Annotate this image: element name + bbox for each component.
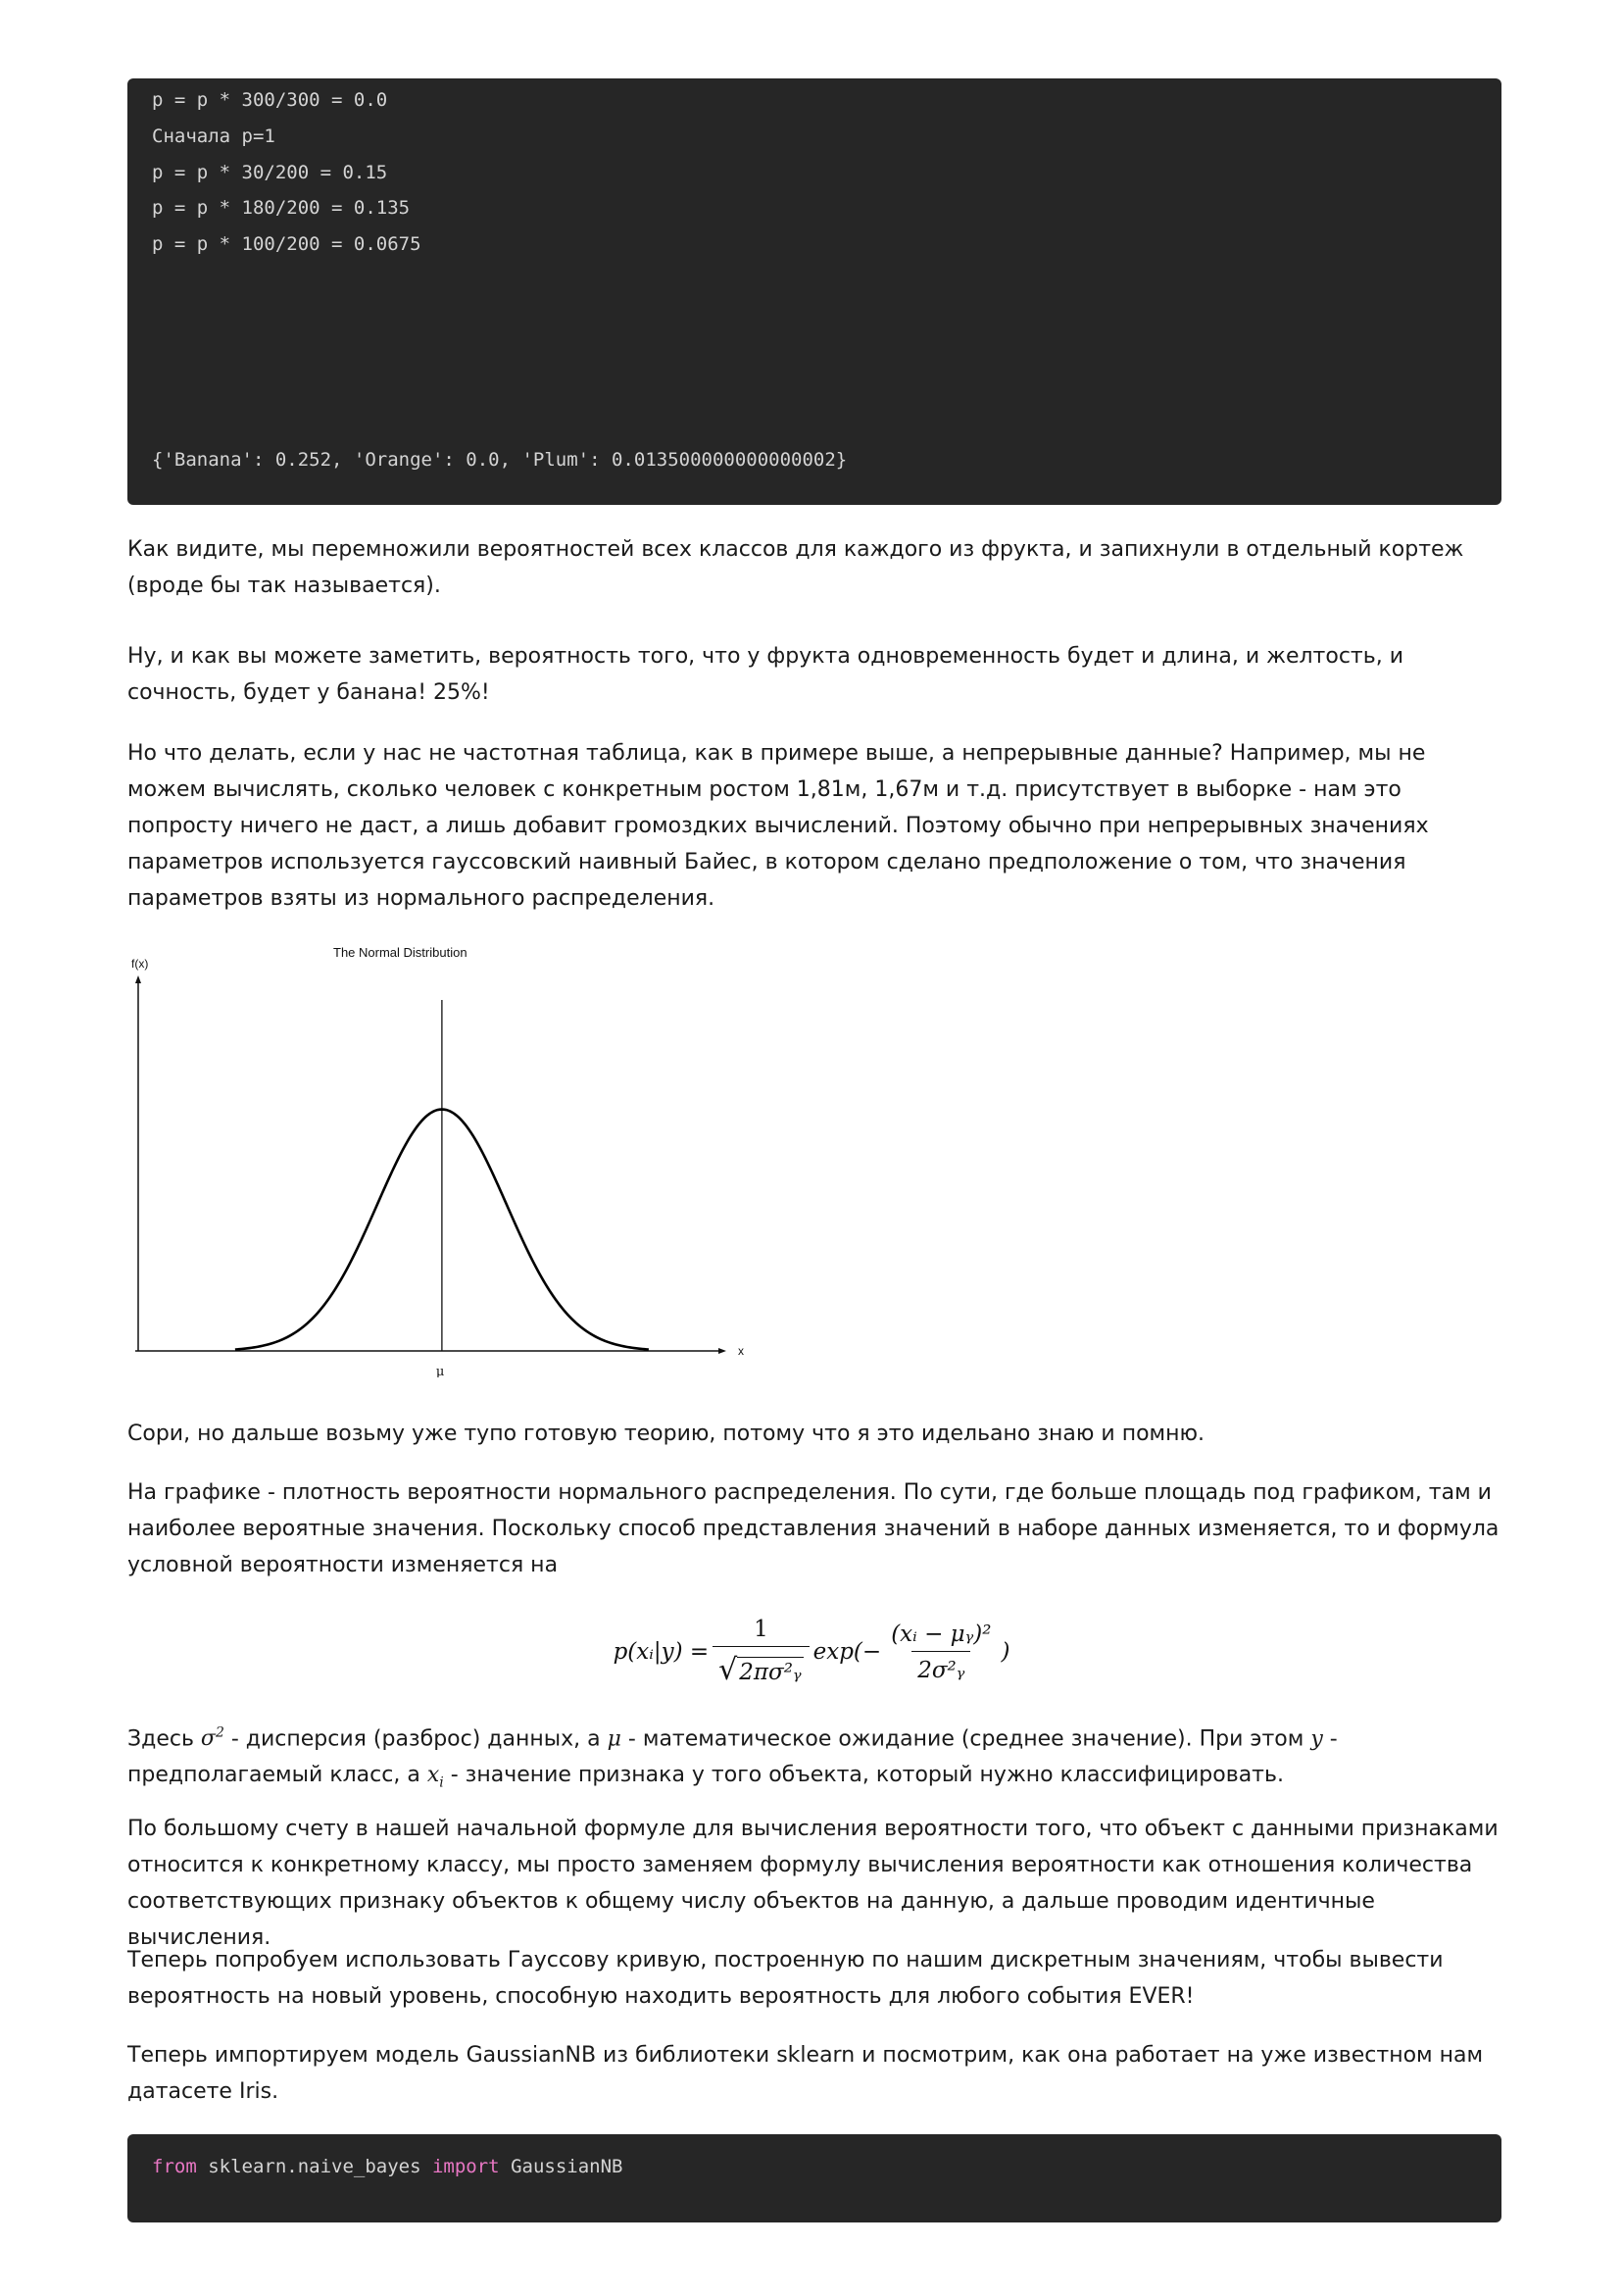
math-x-symbol: x (426, 1763, 440, 1788)
code-line-import (152, 2155, 622, 2178)
text-segment: - дисперсия (разброс) данных, а (223, 1726, 608, 1752)
formula-exponent-denominator: 2σ²ᵧ (911, 1651, 970, 1683)
code-module-name: sklearn.naive_bayes (196, 2156, 432, 2177)
math-sigma (201, 1726, 224, 1751)
paragraph-gaussian-curve: Теперь попробуем использовать Гауссову кривую, построенную по нашим дискретным значениям, чтобы вывести вероятность на новый уровень, способную находить вероятность для любого события EVER! (127, 1948, 1444, 2009)
formula-sqrt-sign: √ (718, 1653, 738, 1687)
code-class-name: GaussianNB (499, 2156, 623, 2177)
text-segment: - математическое ожидание (среднее значение). При этом (620, 1726, 1311, 1752)
paragraph-product-explanation: Как видите, мы перемножили вероятностей всех классов для каждого из фрукта, и запихнули в отдельный кортеж (вроде бы так называется). (127, 537, 1464, 598)
chart-x-label: x (738, 1344, 744, 1358)
code-result-line: {'Banana': 0.252, 'Orange': 0.0, 'Plum': 0.013500000000000002} (152, 449, 848, 471)
paragraph-import-model: Теперь импортируем модель GaussianNB из библиотеки sklearn и посмотрим, как она работает на уже известном нам датасете Iris. (127, 2043, 1484, 2104)
code-line: p = p * 300/300 = 0.0 (152, 89, 388, 111)
math-x-i (426, 1763, 444, 1791)
code-block-output (127, 78, 1501, 505)
formula-exponent-fraction (885, 1622, 997, 1683)
code-keyword-from: from (152, 2156, 197, 2177)
formula-denominator (713, 1646, 809, 1687)
math-mu: μ (607, 1726, 621, 1752)
formula-exponent-numerator: (xᵢ − μᵧ)² (891, 1621, 992, 1647)
paragraph-banana-result: Ну, и как вы можете заметить, вероятность того, что у фрукта одновременность будет и длина, и желтость, и сочность, будет у банана! 25%! (127, 644, 1403, 705)
paragraph-density-description: На графике - плотность вероятности нормального распределения. По сути, где больше площадь под графиком, там и наиболее вероятные значения. Поскольку способ представления значений в наборе данных изменяется, то и формула условной вероятности изменяется на (127, 1480, 1500, 1577)
paragraph-formula-replacement: По большому счету в нашей начальной формуле для вычисления вероятности того, что объект с данными признаками относится к конкретному классу, мы просто заменяем формулу вычисления вероятности как отношения количества соответствующих признаку объектов к общему числу объектов на данную, а дальше проводим идентичные вычисления. (127, 1817, 1499, 1950)
code-line: p = p * 30/200 = 0.15 (152, 162, 388, 183)
formula-lhs: p(xᵢ|y) = (613, 1639, 710, 1665)
text-segment: - значение признака у того объекта, который нужно классифицировать. (443, 1763, 1284, 1788)
code-block-import (127, 2134, 1501, 2222)
chart-x-axis-arrow (718, 1348, 726, 1354)
math-y: y (1310, 1726, 1323, 1752)
math-x-subscript: i (439, 1774, 444, 1791)
formula-one: 1 (754, 1617, 768, 1642)
chart-y-label: f(x) (131, 957, 149, 971)
formula-normalizer-fraction (713, 1617, 809, 1687)
formula-exp: exp(− (812, 1639, 882, 1665)
normal-distribution-chart (127, 936, 764, 1377)
formula-close: ) (1001, 1639, 1010, 1665)
text-segment: - предполагаемый класс, а (127, 1726, 1338, 1788)
code-line: p = p * 100/200 = 0.0675 (152, 233, 421, 255)
math-sigma-symbol: σ (200, 1726, 216, 1752)
formula-sqrt-body: 2πσ²ᵧ (737, 1657, 803, 1685)
chart-mean-label: μ (435, 1365, 445, 1377)
chart-y-axis-arrow (135, 975, 141, 983)
paragraph-continuous-data: Но что делать, если у нас не частотная таблица, как в примере выше, а непрерывные данные? Например, мы не можем вычислять, сколько человек с конкретным ростом 1,81м, 1,67м и т.д. присутствует в выборке - нам это попросту ничего не даст, а лишь добавит громоздких вычислений. Поэтому обычно при непрерывных значениях параметров используется гауссовский наивный Байес, в котором сделано предположение о том, что значения параметров взяты из нормального распределения. (127, 741, 1429, 911)
text-segment: Здесь (127, 1726, 201, 1752)
paragraph-variables-explanation (127, 1716, 1509, 1802)
code-keyword-import: import (431, 2156, 500, 2177)
code-line: Сначала p=1 (152, 125, 275, 147)
paragraph-ready-theory: Сори, но дальше возьму уже тупо готовую теорию, потому что я это идельано знаю и помню. (127, 1422, 1205, 1446)
math-sigma-exponent: 2 (215, 1725, 224, 1741)
code-line: p = p * 180/200 = 0.135 (152, 197, 411, 219)
chart-title: The Normal Distribution (333, 945, 467, 960)
gaussian-likelihood-formula (0, 1598, 1623, 1706)
